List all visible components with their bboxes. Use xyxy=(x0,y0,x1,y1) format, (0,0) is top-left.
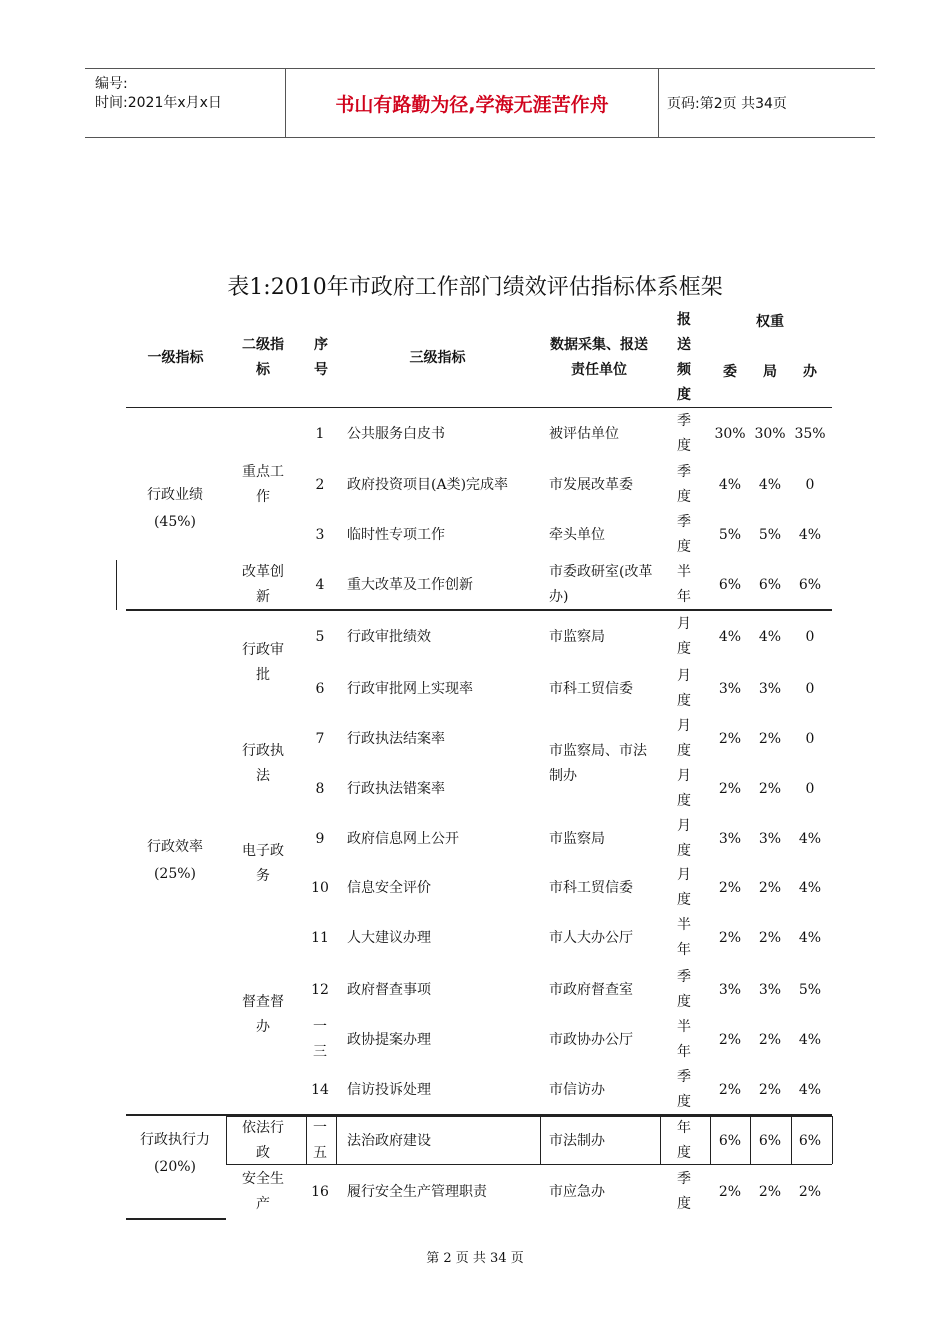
row-seq: 8 xyxy=(315,780,325,797)
row-indicator: 履行安全生产管理职责 xyxy=(347,1183,487,1200)
row-freq: 半年 xyxy=(677,564,691,605)
row-indicator: 公共服务白皮书 xyxy=(347,425,445,442)
row-seq: 9 xyxy=(315,830,325,847)
box-v2 xyxy=(306,1116,307,1164)
row-weight-w1: 30% xyxy=(714,425,746,442)
row-indicator: 信息安全评价 xyxy=(347,879,431,896)
row-seq: 10 xyxy=(311,879,329,896)
row-weight-w1: 4% xyxy=(718,476,742,493)
row-weight-w2: 2% xyxy=(758,780,782,797)
col-header-w2: 局 xyxy=(763,364,777,380)
level2-name: 电子政务 xyxy=(242,843,284,884)
row-seq: 11 xyxy=(311,929,329,946)
row-seq: 一三 xyxy=(313,1019,327,1060)
box-v7 xyxy=(750,1116,751,1164)
doc-time-label: 时间:2021年x月x日 xyxy=(95,95,222,111)
row-weight-w1: 3% xyxy=(718,830,742,847)
box-v4 xyxy=(540,1116,541,1164)
row-indicator: 政协提案办理 xyxy=(347,1031,431,1048)
row-freq: 月度 xyxy=(677,867,691,908)
row-seq: 2 xyxy=(315,476,325,493)
row-freq: 季度 xyxy=(677,464,691,505)
row-weight-w1: 2% xyxy=(718,929,742,946)
row-indicator: 政府信息网上公开 xyxy=(347,830,459,847)
row-weight-w2: 5% xyxy=(758,526,782,543)
box-v9 xyxy=(832,1116,833,1164)
row-indicator: 法治政府建设 xyxy=(347,1132,431,1149)
row-freq: 月度 xyxy=(677,668,691,709)
row-freq: 季度 xyxy=(677,1171,691,1212)
row-indicator: 行政审批网上实现率 xyxy=(347,680,473,697)
level2-name: 重点工作 xyxy=(242,464,284,505)
level2-name: 行政执法 xyxy=(242,743,284,784)
row-weight-w3: 4% xyxy=(798,1031,822,1048)
row-weight-w2: 2% xyxy=(758,1081,782,1098)
row-weight-w1: 2% xyxy=(718,879,742,896)
row-indicator: 信访投诉处理 xyxy=(347,1081,431,1098)
box-v8 xyxy=(791,1116,792,1164)
row-unit: 市政协办公厅 xyxy=(549,1031,633,1048)
header-left xyxy=(85,69,286,137)
row-seq: 一五 xyxy=(313,1120,327,1161)
col-header-level2: 二级指标 xyxy=(242,337,284,378)
row-weight-w3: 0 xyxy=(805,780,815,797)
header-divider xyxy=(126,407,832,408)
box-line-top xyxy=(226,1116,832,1117)
row-unit: 市应急办 xyxy=(549,1183,605,1200)
row-unit: 市发展改革委 xyxy=(549,476,633,493)
row-seq: 12 xyxy=(311,981,329,998)
level2-name: 改革创新 xyxy=(242,564,284,605)
row-weight-w1: 5% xyxy=(718,526,742,543)
row-indicator: 行政执法错案率 xyxy=(347,780,445,797)
row-seq: 16 xyxy=(311,1183,329,1200)
row-weight-w1: 3% xyxy=(718,981,742,998)
row-weight-w2: 4% xyxy=(758,628,782,645)
row-weight-w3: 0 xyxy=(805,476,815,493)
row-weight-w2: 2% xyxy=(758,1031,782,1048)
row-weight-w1: 2% xyxy=(718,1183,742,1200)
row-weight-w1: 2% xyxy=(718,780,742,797)
table-title: 表1:2010年市政府工作部门绩效评估指标体系框架 xyxy=(227,275,723,300)
row-unit: 市监察局 xyxy=(549,830,605,847)
row-freq: 季度 xyxy=(677,1069,691,1110)
row-weight-w2: 30% xyxy=(754,425,786,442)
left-margin-mark xyxy=(116,560,117,610)
row-indicator: 重大改革及工作创新 xyxy=(347,576,473,593)
level1-pct: (45%) xyxy=(153,514,197,530)
row-weight-w1: 3% xyxy=(718,680,742,697)
row-weight-w3: 0 xyxy=(805,628,815,645)
row-unit: 市委政研室(改革办) xyxy=(549,564,653,605)
box-v6 xyxy=(710,1116,711,1164)
col-header-weight: 权重 xyxy=(756,314,784,330)
row-weight-w3: 4% xyxy=(798,929,822,946)
row-weight-w3: 5% xyxy=(798,981,822,998)
col-header-level1: 一级指标 xyxy=(147,349,204,366)
level1-pct: (20%) xyxy=(153,1159,197,1175)
row-weight-w3: 4% xyxy=(798,830,822,847)
row-freq: 月度 xyxy=(677,718,691,759)
row-weight-w3: 6% xyxy=(798,576,822,593)
section-divider-1 xyxy=(126,609,832,611)
row-freq: 季度 xyxy=(677,413,691,454)
row-weight-w3: 0 xyxy=(805,680,815,697)
row-weight-w1: 4% xyxy=(718,628,742,645)
row-weight-w2: 6% xyxy=(758,576,782,593)
row-freq: 年度 xyxy=(677,1120,691,1161)
level2-name: 安全生产 xyxy=(242,1171,284,1212)
row-weight-w3: 4% xyxy=(798,879,822,896)
doc-code-label: 编号: xyxy=(95,76,128,92)
row-indicator: 行政执法结案率 xyxy=(347,730,445,747)
page-footer: 第 2 页 共 34 页 xyxy=(426,1251,524,1266)
col-header-w1: 委 xyxy=(723,364,737,380)
row-freq: 月度 xyxy=(677,616,691,657)
level1-name: 行政效率 xyxy=(147,838,203,855)
row-unit-merged: 市监察局、市法制办 xyxy=(549,743,647,784)
row-weight-w3: 6% xyxy=(798,1132,822,1149)
row-weight-w2: 2% xyxy=(758,879,782,896)
level1-name: 行政业绩 xyxy=(147,486,203,503)
row-weight-w3: 4% xyxy=(798,1081,822,1098)
row-seq: 4 xyxy=(315,576,325,593)
level2-name: 行政审批 xyxy=(242,642,284,683)
row-weight-w1: 6% xyxy=(718,1132,742,1149)
row-weight-w1: 6% xyxy=(718,576,742,593)
row-weight-w2: 6% xyxy=(758,1132,782,1149)
row-weight-w2: 2% xyxy=(758,929,782,946)
row-unit: 市科工贸信委 xyxy=(549,879,633,896)
level2-name: 督查督办 xyxy=(242,994,284,1035)
row-indicator: 政府投资项目(A类)完成率 xyxy=(347,476,509,493)
row-weight-w1: 2% xyxy=(718,730,742,747)
row-weight-w2: 2% xyxy=(758,1183,782,1200)
section-end-line xyxy=(126,1218,226,1220)
row-seq: 6 xyxy=(315,680,325,697)
box-line-bottom xyxy=(226,1164,832,1165)
page-header xyxy=(85,68,875,138)
level2-name: 依法行政 xyxy=(242,1120,284,1161)
row-seq: 7 xyxy=(315,730,325,747)
row-unit: 市人大办公厅 xyxy=(549,929,633,946)
row-weight-w2: 3% xyxy=(758,680,782,697)
header-page-number: 页码:第2页 共34页 xyxy=(667,96,787,112)
level1-pct: (25%) xyxy=(153,866,197,882)
row-weight-w2: 3% xyxy=(758,830,782,847)
row-freq: 季度 xyxy=(677,969,691,1010)
header-motto: 书山有路勤为径,学海无涯苦作舟 xyxy=(286,69,659,137)
col-header-seq: 序号 xyxy=(314,337,328,378)
row-unit: 市政府督查室 xyxy=(549,981,633,998)
row-freq: 月度 xyxy=(677,818,691,859)
row-indicator: 政府督查事项 xyxy=(347,981,431,998)
row-indicator: 人大建议办理 xyxy=(347,929,431,946)
row-freq: 半年 xyxy=(677,1019,691,1060)
row-freq: 半年 xyxy=(677,917,691,958)
row-unit: 市信访办 xyxy=(549,1081,605,1098)
row-freq: 季度 xyxy=(677,514,691,555)
row-indicator: 行政审批绩效 xyxy=(347,628,431,645)
box-v3 xyxy=(336,1116,337,1164)
row-weight-w1: 2% xyxy=(718,1081,742,1098)
row-seq: 3 xyxy=(315,526,325,543)
col-header-freq: 报送频度 xyxy=(677,312,691,403)
row-weight-w1: 2% xyxy=(718,1031,742,1048)
row-unit: 市法制办 xyxy=(549,1132,605,1149)
row-weight-w3: 4% xyxy=(798,526,822,543)
row-weight-w2: 3% xyxy=(758,981,782,998)
level1-name: 行政执行力 xyxy=(140,1131,210,1148)
row-unit: 市科工贸信委 xyxy=(549,680,633,697)
row-weight-w2: 4% xyxy=(758,476,782,493)
row-weight-w3: 35% xyxy=(794,425,826,442)
row-unit: 牵头单位 xyxy=(549,526,605,543)
row-weight-w3: 0 xyxy=(805,730,815,747)
row-seq: 5 xyxy=(315,628,325,645)
box-v5 xyxy=(660,1116,661,1164)
box-v1 xyxy=(226,1116,227,1164)
row-weight-w2: 2% xyxy=(758,730,782,747)
row-seq: 14 xyxy=(311,1081,329,1098)
row-unit: 被评估单位 xyxy=(549,425,619,442)
row-indicator: 临时性专项工作 xyxy=(347,526,445,543)
row-freq: 月度 xyxy=(677,768,691,809)
row-unit: 市监察局 xyxy=(549,628,605,645)
col-header-level3: 三级指标 xyxy=(409,349,466,366)
row-seq: 1 xyxy=(315,425,325,442)
row-weight-w3: 2% xyxy=(798,1183,822,1200)
col-header-w3: 办 xyxy=(803,364,817,380)
col-header-unit: 数据采集、报送责任单位 xyxy=(550,337,648,378)
